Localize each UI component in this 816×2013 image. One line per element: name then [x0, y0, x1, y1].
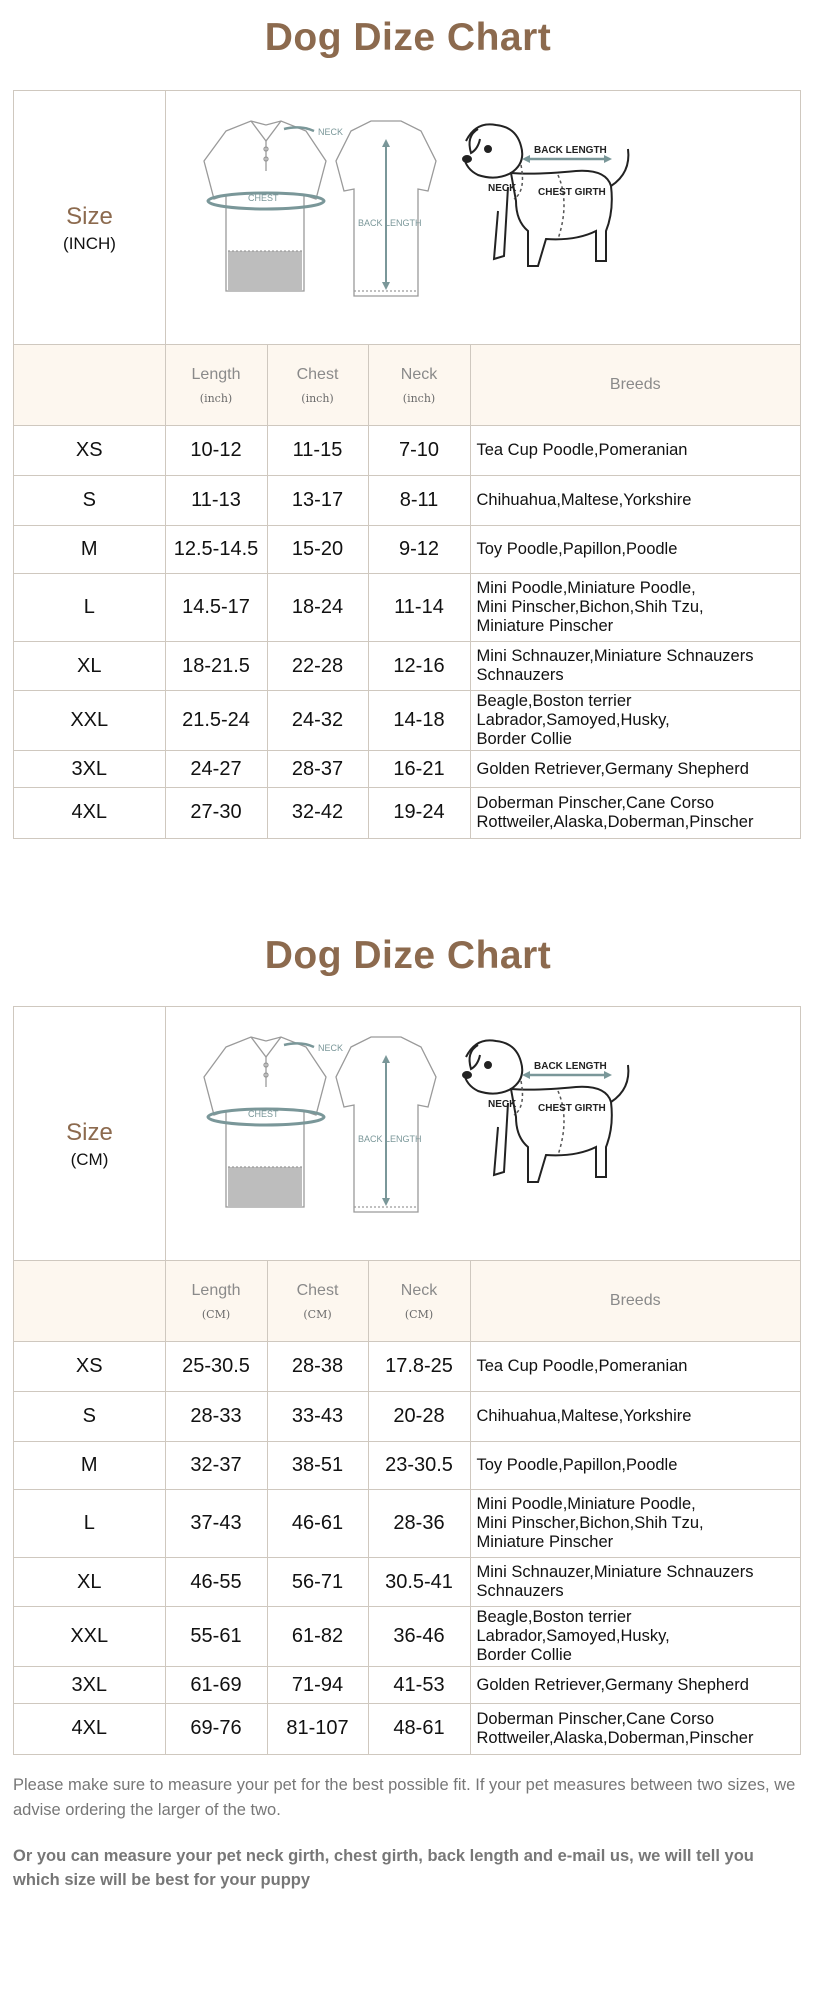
- breed-line: Mini Schnauzer,Miniature Schnauzers: [476, 1563, 754, 1581]
- cell-size: XXL: [14, 691, 165, 751]
- header-size-cell: [14, 1261, 165, 1342]
- breed-line: Chihuahua,Maltese,Yorkshire: [476, 1407, 692, 1425]
- table-row: [14, 788, 800, 838]
- cell-neck: 12-16: [368, 642, 470, 691]
- fit-note: Please make sure to measure your pet for the best possible fit. If your pet measures between two sizes, we advise ordering the larger of the two.: [13, 1776, 796, 1819]
- back-length-label: BACK LENGTH: [358, 1134, 422, 1144]
- breed-line: Rottweiler,Alaska,Doberman,Pinscher: [476, 812, 754, 831]
- chart-illustration-row: [14, 1007, 800, 1261]
- size-label: Size: [66, 203, 113, 230]
- breed-line: Schnauzers: [476, 1582, 564, 1600]
- chest-label: CHEST: [248, 1109, 279, 1119]
- dog-back-length-label: BACK LENGTH: [534, 145, 607, 156]
- measurement-diagram: [166, 1007, 800, 1260]
- header-neck-unit: (inch): [402, 391, 436, 405]
- table-row: [14, 476, 800, 526]
- cell-size: 3XL: [14, 1667, 165, 1704]
- cell-size: 3XL: [14, 751, 165, 788]
- header-length: Length (inch): [165, 345, 267, 426]
- cell-breeds: [470, 1392, 800, 1442]
- cell-size: S: [14, 476, 165, 526]
- breed-line: Mini Pinscher,Bichon,Shih Tzu,: [476, 598, 704, 616]
- breed-line: Labrador,Samoyed,Husky,: [476, 711, 670, 729]
- breed-line: Mini Schnauzer,Miniature Schnauzers: [476, 647, 754, 665]
- breed-line: Mini Pinscher,Bichon,Shih Tzu,: [476, 1514, 704, 1532]
- cell-length: 21.5-24: [165, 691, 267, 751]
- breed-line: Doberman Pinscher,Cane Corso: [476, 1709, 715, 1728]
- cell-length: 61-69: [165, 1667, 267, 1704]
- cell-chest: 71-94: [267, 1667, 368, 1704]
- email-note: Or you can measure your pet neck girth, chest girth, back length and e-mail us, we will tell you which size will be best for your puppy: [13, 1847, 754, 1889]
- measurement-illustration: [166, 91, 800, 344]
- cell-breeds: [470, 788, 800, 838]
- cell-length: 11-13: [165, 476, 267, 526]
- breed-line: Beagle,Boston terrier: [476, 692, 632, 710]
- breed-line: Miniature Pinscher: [476, 1533, 614, 1551]
- cell-chest: 38-51: [267, 1442, 368, 1490]
- header-neck-unit: (CM): [404, 1307, 434, 1321]
- breed-line: Golden Retriever,Germany Shepherd: [476, 759, 749, 778]
- breed-line: Border Collie: [476, 730, 572, 748]
- cell-length: 12.5-14.5: [165, 526, 267, 574]
- chest-girth-icon: [558, 175, 564, 239]
- cell-breeds: [470, 526, 800, 574]
- table-row: [14, 1558, 800, 1607]
- cell-chest: 28-38: [267, 1342, 368, 1392]
- cell-neck: 20-28: [368, 1392, 470, 1442]
- cell-breeds: [470, 1490, 800, 1558]
- table-row: [14, 426, 800, 476]
- cell-chest: 32-42: [267, 788, 368, 838]
- cell-length: 69-76: [165, 1704, 267, 1754]
- header-chest: Chest (CM): [267, 1261, 368, 1342]
- breed-line: Chihuahua,Maltese,Yorkshire: [476, 491, 692, 509]
- cell-length: 14.5-17: [165, 574, 267, 642]
- cell-size: M: [14, 1442, 165, 1490]
- header-breeds: Breeds: [470, 345, 800, 426]
- cell-breeds: [470, 574, 800, 642]
- cell-chest: 15-20: [267, 526, 368, 574]
- table-row: [14, 691, 800, 751]
- cell-size: 4XL: [14, 788, 165, 838]
- cell-length: 32-37: [165, 1442, 267, 1490]
- cell-neck: 8-11: [368, 476, 470, 526]
- cell-neck: 48-61: [368, 1704, 470, 1754]
- breed-line: Toy Poodle,Papillon,Poodle: [476, 1456, 678, 1474]
- cell-chest: 46-61: [267, 1490, 368, 1558]
- cell-neck: 9-12: [368, 526, 470, 574]
- header-chest: Chest (inch): [267, 345, 368, 426]
- header-breeds: Breeds: [470, 1261, 800, 1342]
- table-row: [14, 642, 800, 691]
- cell-length: 46-55: [165, 1558, 267, 1607]
- breed-line: Miniature Pinscher: [476, 617, 614, 635]
- breed-line: Golden Retriever,Germany Shepherd: [476, 1675, 749, 1694]
- dog-chest-girth-label: CHEST GIRTH: [538, 1103, 606, 1114]
- header-chest-unit: (inch): [301, 391, 334, 405]
- table-row: [14, 1342, 800, 1392]
- cell-chest: 56-71: [267, 1558, 368, 1607]
- cell-breeds: [470, 1607, 800, 1667]
- size-table: [14, 1261, 800, 1754]
- breed-line: Mini Poodle,Miniature Poodle,: [476, 1495, 696, 1513]
- breed-line: Doberman Pinscher,Cane Corso: [476, 793, 715, 812]
- cell-breeds: [470, 476, 800, 526]
- header-neck: Neck (inch): [368, 345, 470, 426]
- cell-breeds: [470, 1342, 800, 1392]
- cell-length: 27-30: [165, 788, 267, 838]
- cell-size: L: [14, 574, 165, 642]
- table-row: [14, 1667, 800, 1704]
- cell-chest: 33-43: [267, 1392, 368, 1442]
- back-length-label: BACK LENGTH: [358, 218, 422, 228]
- cell-size: S: [14, 1392, 165, 1442]
- table-row: [14, 526, 800, 574]
- size-chart-cm: [13, 1006, 801, 1755]
- neck-label: NECK: [318, 127, 344, 137]
- size-header-cell: [14, 1007, 166, 1260]
- cell-neck: 14-18: [368, 691, 470, 751]
- header-chest-unit: (CM): [303, 1307, 332, 1321]
- breed-line: Toy Poodle,Papillon,Poodle: [476, 540, 678, 558]
- cell-breeds: [470, 426, 800, 476]
- cell-breeds: [470, 1704, 800, 1754]
- cell-length: 18-21.5: [165, 642, 267, 691]
- chart-title: Dog Dize Chart: [264, 16, 552, 59]
- cell-size: 4XL: [14, 1704, 165, 1754]
- table-row: [14, 1442, 800, 1490]
- table-header-row: [14, 345, 800, 426]
- cell-breeds: [470, 1558, 800, 1607]
- header-length: Length (CM): [165, 1261, 267, 1342]
- cell-chest: 28-37: [267, 751, 368, 788]
- header-size-cell: [14, 345, 165, 426]
- cell-neck: 28-36: [368, 1490, 470, 1558]
- neck-arrow-icon: [284, 1043, 314, 1047]
- cell-size: XL: [14, 642, 165, 691]
- table-row: [14, 1490, 800, 1558]
- cell-chest: 13-17: [267, 476, 368, 526]
- cell-chest: 81-107: [267, 1704, 368, 1754]
- cell-size: XL: [14, 1558, 165, 1607]
- cell-breeds: [470, 691, 800, 751]
- cell-neck: 11-14: [368, 574, 470, 642]
- chest-label: CHEST: [248, 193, 279, 203]
- cell-chest: 18-24: [267, 574, 368, 642]
- cell-breeds: [470, 1667, 800, 1704]
- measurement-illustration: [166, 1007, 800, 1260]
- cell-neck: 7-10: [368, 426, 470, 476]
- cell-breeds: [470, 751, 800, 788]
- chart-illustration-row: [14, 91, 800, 345]
- size-header-cell: [14, 91, 166, 344]
- neck-label: NECK: [318, 1043, 344, 1053]
- table-row: [14, 574, 800, 642]
- cell-size: XXL: [14, 1607, 165, 1667]
- size-table: [14, 345, 800, 838]
- cell-length: 25-30.5: [165, 1342, 267, 1392]
- cell-size: L: [14, 1490, 165, 1558]
- cell-length: 10-12: [165, 426, 267, 476]
- cell-neck: 19-24: [368, 788, 470, 838]
- breed-line: Mini Poodle,Miniature Poodle,: [476, 579, 696, 597]
- cell-chest: 61-82: [267, 1607, 368, 1667]
- breed-line: Labrador,Samoyed,Husky,: [476, 1627, 670, 1645]
- size-chart-inch: [13, 90, 801, 839]
- table-row: [14, 751, 800, 788]
- cell-length: 55-61: [165, 1607, 267, 1667]
- cell-size: XS: [14, 1342, 165, 1392]
- cell-chest: 22-28: [267, 642, 368, 691]
- breed-line: Border Collie: [476, 1646, 572, 1664]
- breed-line: Tea Cup Poodle,Pomeranian: [476, 1357, 688, 1375]
- cell-breeds: [470, 1442, 800, 1490]
- cell-chest: 24-32: [267, 691, 368, 751]
- neck-arrow-icon: [284, 127, 314, 131]
- breed-line: Tea Cup Poodle,Pomeranian: [476, 441, 688, 459]
- unit-label: (INCH): [63, 234, 116, 253]
- header-neck: Neck (CM): [368, 1261, 470, 1342]
- size-label: Size: [66, 1119, 113, 1146]
- unit-label: (CM): [70, 1150, 109, 1169]
- dog-back-length-label: BACK LENGTH: [534, 1061, 607, 1072]
- dog-chest-girth-label: CHEST GIRTH: [538, 187, 606, 198]
- cell-neck: 16-21: [368, 751, 470, 788]
- header-length-unit: (inch): [199, 391, 233, 405]
- dog-neck-label: NECK: [488, 1099, 517, 1110]
- chest-girth-icon: [558, 1091, 564, 1155]
- cell-length: 28-33: [165, 1392, 267, 1442]
- breed-line: Beagle,Boston terrier: [476, 1608, 632, 1626]
- dog-neck-label: NECK: [488, 183, 517, 194]
- table-header-row: [14, 1261, 800, 1342]
- cell-neck: 36-46: [368, 1607, 470, 1667]
- cell-neck: 30.5-41: [368, 1558, 470, 1607]
- cell-neck: 17.8-25: [368, 1342, 470, 1392]
- table-row: [14, 1392, 800, 1442]
- cell-neck: 41-53: [368, 1667, 470, 1704]
- cell-length: 24-27: [165, 751, 267, 788]
- cell-breeds: [470, 642, 800, 691]
- cell-neck: 23-30.5: [368, 1442, 470, 1490]
- cell-length: 37-43: [165, 1490, 267, 1558]
- cell-size: XS: [14, 426, 165, 476]
- table-row: [14, 1704, 800, 1754]
- cell-chest: 11-15: [267, 426, 368, 476]
- chart-title: Dog Dize Chart: [264, 934, 552, 977]
- table-row: [14, 1607, 800, 1667]
- measurement-diagram: [166, 91, 800, 344]
- breed-line: Rottweiler,Alaska,Doberman,Pinscher: [476, 1728, 754, 1747]
- cell-size: M: [14, 526, 165, 574]
- breed-line: Schnauzers: [476, 666, 564, 684]
- header-length-unit: (CM): [201, 1307, 231, 1321]
